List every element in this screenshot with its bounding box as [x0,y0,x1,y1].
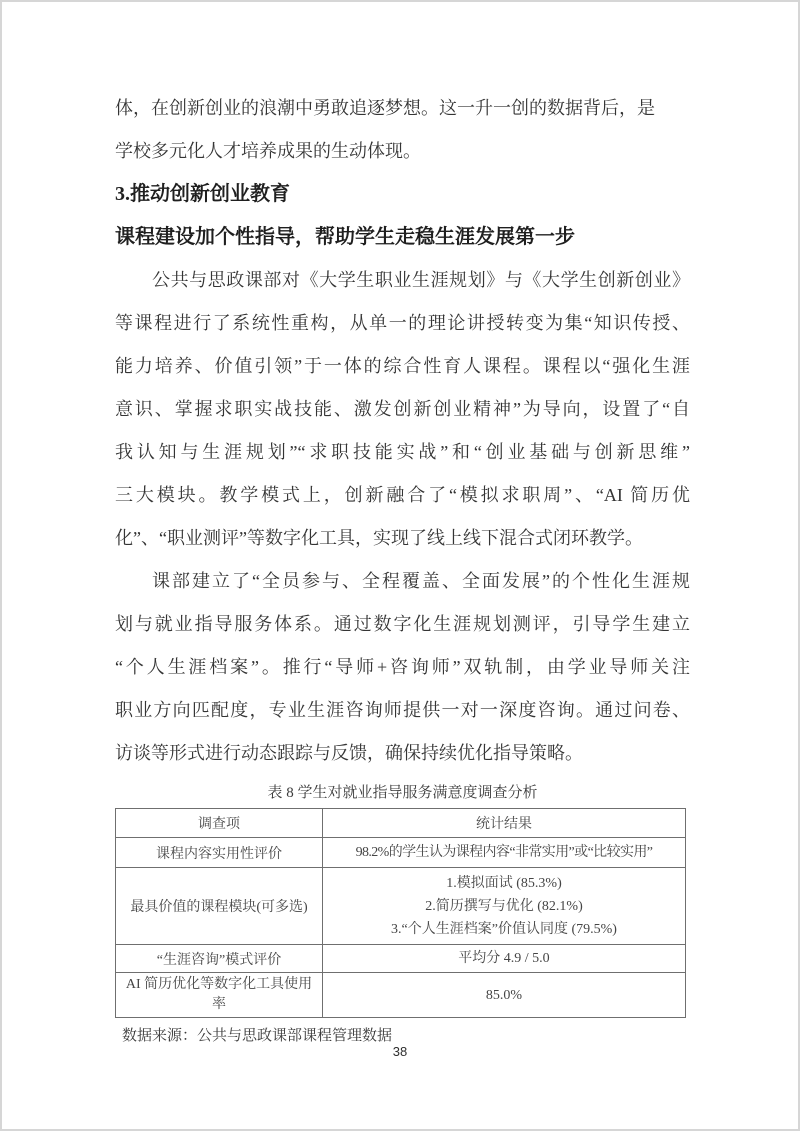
sub-heading: 课程建设加个性指导，帮助学生走稳生涯发展第一步 [115,226,575,248]
result-line: 3.“个人生涯档案”价值认同度 (79.5%) [391,921,617,937]
paragraph-line: 职业方向匹配度，专业生涯咨询师提供一对一深度咨询。通过问卷、 [115,700,690,720]
paragraph-line: 等课程进行了系统性重构，从单一的理论讲授转变为集“知识传授、 [115,313,690,333]
paragraph-line: 能力培养、价值引领”于一体的综合性育人课程。课程以“强化生涯 [115,356,690,376]
row-item-label: 课程内容实用性评价 [116,838,323,868]
paragraph-line: 课部建立了“全员参与、全程覆盖、全面发展”的个性化生涯规 [152,571,690,591]
paragraph-line: 三大模块。教学模式上，创新融合了“模拟求职周”、“AI 简历优 [115,485,690,505]
row-item-label: “生涯咨询”模式评价 [116,945,323,973]
row-result-value [323,973,686,1018]
satisfaction-survey-table [115,808,686,1018]
table-row [116,868,686,945]
table-row [116,945,686,973]
row-result-value [323,868,686,945]
paragraph-line: 我认知与生涯规划”“求职技能实战”和“创业基础与创新思维” [115,442,690,462]
data-source-note: 数据来源：公共与思政课部课程管理数据 [122,1028,393,1044]
column-header-item: 调查项 [116,809,323,838]
row-result-value [323,945,686,973]
result-line: 98.2%的学生认为课程内容“非常实用”或“比较实用” [355,845,653,860]
row-item-label: 最具价值的课程模块(可多选) [116,868,323,945]
row-result-value [323,838,686,868]
result-line: 2.简历撰写与优化 (82.1%) [425,898,583,914]
page-number: 38 [392,1044,408,1059]
paragraph-line: 学校多元化人才培养成果的生动体现。 [115,141,421,161]
paragraph-line: 访谈等形式进行动态跟踪与反馈，确保持续优化指导策略。 [115,743,583,763]
row-item-label: AI 简历优化等数字化工具使用率 [116,973,323,1018]
result-line: 1.模拟面试 (85.3%) [446,875,562,891]
page-body [115,87,690,1045]
column-header-result: 统计结果 [323,809,686,838]
paragraph-line: 化”、“职业测评”等数字化工具，实现了线上线下混合式闭环教学。 [115,528,643,548]
paragraph-line: 公共与思政课部对《大学生职业生涯规划》与《大学生创新创业》 [152,270,690,290]
paragraph-line: 划与就业指导服务体系。通过数字化生涯规划测评，引导学生建立 [115,614,690,634]
result-line: 平均分 4.9 / 5.0 [458,951,550,966]
paragraph-line: “个人生涯档案”。推行“导师+咨询师”双轨制，由学业导师关注 [115,657,690,677]
table-row [116,973,686,1018]
table-caption: 表 8 学生对就业指导服务满意度调查分析 [267,785,538,801]
result-line: 85.0% [485,987,523,1003]
table-header-row [116,809,686,838]
section-heading: 3.推动创新创业教育 [115,183,290,205]
table-row [116,838,686,868]
paragraph-line: 意识、掌握求职实战技能、激发创新创业精神”为导向，设置了“自 [115,399,690,419]
paragraph-line: 体，在创新创业的浪潮中勇敢追逐梦想。这一升一创的数据背后，是 [115,98,655,118]
